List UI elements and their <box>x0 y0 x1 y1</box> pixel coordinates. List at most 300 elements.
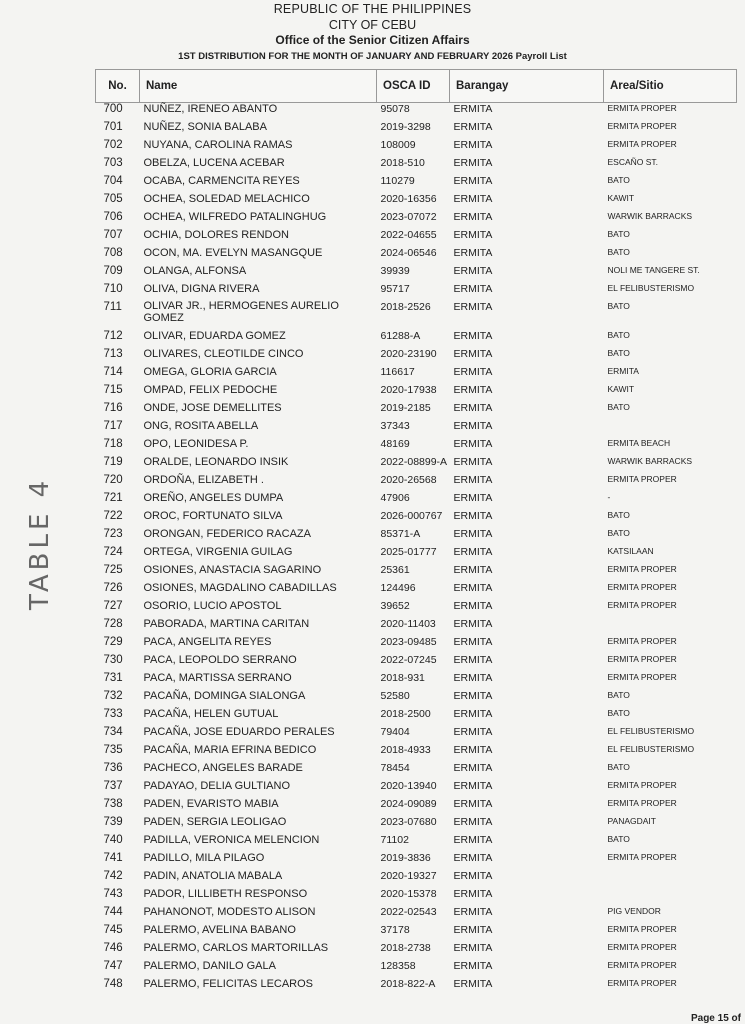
cell-area-sitio: PANAGDAIT <box>607 816 656 826</box>
cell-name: OPO, LEONIDESA P. <box>143 438 249 450</box>
office-heading: Office of the Senior Citizen Affairs <box>275 33 470 47</box>
cell-barangay: ERMITA <box>453 672 493 684</box>
table-row <box>96 265 737 283</box>
table-row <box>96 618 737 636</box>
cell-area-sitio <box>604 420 737 438</box>
cell-name: PALERMO, FELICITAS LECAROS <box>143 978 314 990</box>
cell-osca-id: 95717 <box>380 283 410 295</box>
table-row <box>96 546 737 564</box>
cell-barangay: ERMITA <box>453 780 493 792</box>
cell-name: OLIVAR, EDUARDA GOMEZ <box>143 330 286 342</box>
cell-area-sitio: WARWIK BARRACKS <box>607 456 693 466</box>
cell-name: PADIN, ANATOLIA MABALA <box>143 870 283 882</box>
table-row <box>96 726 737 744</box>
cell-no: 733 <box>103 708 123 720</box>
cell-name: NUYANA, CAROLINA RAMAS <box>143 139 293 151</box>
cell-barangay: ERMITA <box>453 924 493 936</box>
cell-osca-id: 39652 <box>380 600 410 612</box>
cell-barangay: ERMITA <box>453 283 493 295</box>
cell-barangay: ERMITA <box>453 618 493 630</box>
table-body <box>96 103 737 997</box>
cell-area-sitio <box>604 870 737 888</box>
cell-area-sitio: BATO <box>607 330 630 340</box>
cell-barangay: ERMITA <box>453 888 493 900</box>
cell-no: 738 <box>103 798 123 810</box>
cell-name: PALERMO, DANILO GALA <box>143 960 276 972</box>
cell-area-sitio: ESCAÑO ST. <box>607 157 659 167</box>
table-row <box>96 121 737 139</box>
cell-barangay: ERMITA <box>453 456 493 468</box>
cell-area-sitio: EL FELIBUSTERISMO <box>607 283 695 293</box>
cell-area-sitio: ERMITA PROPER <box>607 978 677 988</box>
cell-barangay: ERMITA <box>453 870 493 882</box>
cell-barangay: ERMITA <box>453 492 493 504</box>
cell-no: 706 <box>103 211 123 223</box>
table-row <box>96 157 737 175</box>
cell-name: OSIONES, ANASTACIA SAGARINO <box>143 564 322 576</box>
cell-area-sitio: BATO <box>607 301 630 311</box>
col-header-area-sitio: Area/Sitio <box>604 70 737 103</box>
cell-osca-id: 2020-19327 <box>380 870 437 882</box>
table-row <box>96 175 737 193</box>
cell-name: OCABA, CARMENCITA REYES <box>143 175 300 187</box>
table-row <box>96 978 737 996</box>
table-row <box>96 708 737 726</box>
cell-osca-id: 110279 <box>380 175 415 187</box>
table-row <box>96 456 737 474</box>
cell-name: PALERMO, CARLOS MARTORILLAS <box>143 942 329 954</box>
payroll-table-container <box>95 69 736 996</box>
cell-osca-id: 37178 <box>380 924 410 936</box>
cell-no: 714 <box>103 366 123 378</box>
cell-osca-id: 61288-A <box>380 330 421 342</box>
table-row <box>96 798 737 816</box>
cell-name: OLIVA, DIGNA RIVERA <box>143 283 260 295</box>
cell-name: OCHEA, SOLEDAD MELACHICO <box>143 193 310 205</box>
cell-osca-id: 2023-09485 <box>380 636 437 648</box>
cell-name: OROC, FORTUNATO SILVA <box>143 510 283 522</box>
cell-area-sitio: ERMITA PROPER <box>607 582 677 592</box>
cell-barangay: ERMITA <box>453 229 493 241</box>
cell-area-sitio: BATO <box>607 762 630 772</box>
cell-barangay: ERMITA <box>453 175 493 187</box>
table-row <box>96 139 737 157</box>
cell-osca-id: 2020-13940 <box>380 780 437 792</box>
cell-barangay: ERMITA <box>453 384 493 396</box>
cell-name: PACAÑA, JOSE EDUARDO PERALES <box>143 726 335 738</box>
cell-barangay: ERMITA <box>453 438 493 450</box>
table-row <box>96 420 737 438</box>
cell-no: 717 <box>103 420 123 432</box>
cell-osca-id: 2018-4933 <box>380 744 431 756</box>
payroll-list-title: 1ST DISTRIBUTION FOR THE MONTH OF JANUARY AND FEBRUARY 2026 Payroll List <box>178 50 567 62</box>
table-row <box>96 600 737 618</box>
cell-name: PACHECO, ANGELES BARADE <box>143 762 303 774</box>
cell-barangay: ERMITA <box>453 510 493 522</box>
cell-name: PADEN, SERGIA LEOLIGAO <box>143 816 287 828</box>
cell-barangay: ERMITA <box>453 852 493 864</box>
cell-no: 723 <box>103 528 123 540</box>
table-row <box>96 283 737 301</box>
cell-name: PACA, LEOPOLDO SERRANO <box>143 654 297 666</box>
cell-osca-id: 2022-02543 <box>380 906 437 918</box>
cell-name: ORONGAN, FEDERICO RACAZA <box>143 528 311 540</box>
cell-no: 715 <box>103 384 123 396</box>
cell-no: 742 <box>103 870 123 882</box>
cell-barangay: ERMITA <box>453 265 493 277</box>
cell-barangay: ERMITA <box>453 942 493 954</box>
table-row <box>96 672 737 690</box>
cell-area-sitio: ERMITA PROPER <box>607 960 677 970</box>
cell-no: 716 <box>103 402 123 414</box>
cell-barangay: ERMITA <box>453 582 493 594</box>
cell-area-sitio: ERMITA PROPER <box>607 564 677 574</box>
cell-barangay: ERMITA <box>453 744 493 756</box>
table-row <box>96 942 737 960</box>
cell-osca-id: 2022-08899-A <box>380 456 448 468</box>
cell-barangay: ERMITA <box>453 636 493 648</box>
cell-no: 745 <box>103 924 123 936</box>
cell-barangay: ERMITA <box>453 193 493 205</box>
cell-no: 739 <box>103 816 123 828</box>
col-header-no: No. <box>96 70 140 103</box>
cell-area-sitio: BATO <box>607 510 630 520</box>
cell-area-sitio: ERMITA PROPER <box>607 139 677 149</box>
cell-name: OCON, MA. EVELYN MASANGQUE <box>143 247 323 259</box>
table-row <box>96 193 737 211</box>
cell-name: PADAYAO, DELIA GULTIANO <box>143 780 291 792</box>
cell-no: 728 <box>103 618 123 630</box>
cell-barangay: ERMITA <box>453 157 493 169</box>
cell-area-sitio: WARWIK BARRACKS <box>607 211 693 221</box>
cell-barangay: ERMITA <box>453 402 493 414</box>
cell-area-sitio: BATO <box>607 834 630 844</box>
cell-area-sitio: BATO <box>607 229 630 239</box>
cell-osca-id: 52580 <box>380 690 410 702</box>
cell-osca-id: 2018-2500 <box>380 708 431 720</box>
cell-no: 705 <box>103 193 123 205</box>
cell-area-sitio: KATSILAAN <box>607 546 654 556</box>
cell-no: 725 <box>103 564 123 576</box>
payroll-table <box>95 69 737 996</box>
cell-name: OSORIO, LUCIO APOSTOL <box>143 600 282 612</box>
cell-no: 743 <box>103 888 123 900</box>
cell-name: PACAÑA, DOMINGA SIALONGA <box>143 690 306 702</box>
cell-osca-id: 78454 <box>380 762 410 774</box>
cell-osca-id: 108009 <box>380 139 416 151</box>
cell-osca-id: 2020-26568 <box>380 474 437 486</box>
cell-no: 734 <box>103 726 123 738</box>
cell-name: OCHEA, WILFREDO PATALINGHUG <box>143 211 327 223</box>
cell-area-sitio: BATO <box>607 708 630 718</box>
cell-osca-id: 85371-A <box>380 528 421 540</box>
cell-no: 720 <box>103 474 123 486</box>
cell-area-sitio: ERMITA PROPER <box>607 103 677 113</box>
cell-osca-id: 128358 <box>380 960 416 972</box>
cell-barangay: ERMITA <box>453 546 493 558</box>
table-row <box>96 654 737 672</box>
cell-name: ORDOÑA, ELIZABETH . <box>143 474 264 486</box>
cell-osca-id: 2024-09089 <box>380 798 437 810</box>
table-row <box>96 330 737 348</box>
cell-no: 747 <box>103 960 123 972</box>
table-row <box>96 229 737 247</box>
cell-name: PALERMO, AVELINA BABANO <box>143 924 296 936</box>
table-row <box>96 492 737 510</box>
cell-area-sitio: KAWIT <box>607 384 635 394</box>
cell-area-sitio: NOLI ME TANGERE ST. <box>607 265 700 275</box>
cell-osca-id: 47906 <box>380 492 410 504</box>
cell-osca-id: 2019-3836 <box>380 852 431 864</box>
cell-osca-id: 2018-822-A <box>380 978 436 990</box>
cell-area-sitio: ERMITA PROPER <box>607 654 677 664</box>
cell-osca-id: 95078 <box>380 103 410 115</box>
table-row <box>96 762 737 780</box>
cell-barangay: ERMITA <box>453 139 493 151</box>
table-row <box>96 960 737 978</box>
cell-area-sitio: ERMITA <box>607 366 639 376</box>
table-row <box>96 402 737 420</box>
cell-no: 718 <box>103 438 123 450</box>
cell-barangay: ERMITA <box>453 906 493 918</box>
cell-osca-id: 2023-07680 <box>380 816 437 828</box>
cell-area-sitio <box>604 618 737 636</box>
cell-area-sitio: ERMITA PROPER <box>607 636 677 646</box>
handwritten-table-note: TABLE 4 <box>25 476 55 610</box>
cell-osca-id: 2020-11403 <box>380 618 436 630</box>
cell-barangay: ERMITA <box>453 103 493 115</box>
table-row <box>96 510 737 528</box>
cell-name: OLIVAR JR., HERMOGENES AURELIO GOMEZ <box>143 300 339 324</box>
cell-no: 702 <box>103 139 123 151</box>
cell-osca-id: 71102 <box>380 834 409 846</box>
cell-osca-id: 2025-01777 <box>380 546 437 558</box>
table-row <box>96 211 737 229</box>
table-row <box>96 924 737 942</box>
cell-area-sitio: ERMITA PROPER <box>607 942 677 952</box>
cell-name: OMEGA, GLORIA GARCIA <box>143 366 277 378</box>
cell-name: NUÑEZ, IRENEO ABANTO <box>143 103 278 115</box>
cell-barangay: ERMITA <box>453 834 493 846</box>
table-row <box>96 474 737 492</box>
cell-barangay: ERMITA <box>453 960 493 972</box>
cell-name: PACA, MARTISSA SERRANO <box>143 672 292 684</box>
cell-area-sitio: ERMITA PROPER <box>607 798 677 808</box>
cell-no: 724 <box>103 546 123 558</box>
document-header <box>0 2 745 64</box>
cell-name: OSIONES, MAGDALINO CABADILLAS <box>143 582 337 594</box>
cell-no: 704 <box>103 175 123 187</box>
table-row <box>96 636 737 654</box>
cell-barangay: ERMITA <box>453 474 493 486</box>
cell-barangay: ERMITA <box>453 708 493 720</box>
cell-area-sitio: ERMITA PROPER <box>607 600 677 610</box>
cell-osca-id: 2018-510 <box>380 157 425 169</box>
cell-area-sitio: ERMITA PROPER <box>607 121 677 131</box>
cell-area-sitio: EL FELIBUSTERISMO <box>607 726 695 736</box>
table-row <box>96 870 737 888</box>
cell-osca-id: 2019-2185 <box>380 402 431 414</box>
cell-no: 737 <box>103 780 123 792</box>
cell-no: 730 <box>103 654 123 666</box>
cell-osca-id: 2020-17938 <box>380 384 437 396</box>
cell-area-sitio: KAWIT <box>607 193 635 203</box>
cell-name: PACAÑA, MARIA EFRINA BEDICO <box>143 744 317 756</box>
cell-barangay: ERMITA <box>453 798 493 810</box>
cell-no: 736 <box>103 762 123 774</box>
cell-area-sitio: BATO <box>607 690 630 700</box>
cell-name: PADEN, EVARISTO MABIA <box>143 798 279 810</box>
cell-no: 710 <box>103 283 123 295</box>
col-header-barangay: Barangay <box>450 70 604 103</box>
cell-barangay: ERMITA <box>453 816 493 828</box>
cell-no: 744 <box>103 906 123 918</box>
cell-name: OCHIA, DOLORES RENDON <box>143 229 289 241</box>
cell-osca-id: 2019-3298 <box>380 121 431 133</box>
cell-area-sitio: ERMITA PROPER <box>607 924 677 934</box>
cell-osca-id: 124496 <box>380 582 416 594</box>
cell-barangay: ERMITA <box>453 211 493 223</box>
table-row <box>96 816 737 834</box>
cell-no: 713 <box>103 348 123 360</box>
cell-name: PACA, ANGELITA REYES <box>143 636 272 648</box>
table-row <box>96 438 737 456</box>
cell-name: OLIVARES, CLEOTILDE CINCO <box>143 348 304 360</box>
cell-area-sitio: ERMITA PROPER <box>607 780 677 790</box>
cell-area-sitio: ERMITA PROPER <box>607 474 677 484</box>
table-row <box>96 301 737 330</box>
cell-area-sitio: ERMITA BEACH <box>607 438 671 448</box>
table-header-row <box>96 70 737 103</box>
cell-osca-id: 2023-07072 <box>380 211 437 223</box>
cell-name: PADILLO, MILA PILAGO <box>143 852 265 864</box>
cell-osca-id: 2024-06546 <box>380 247 437 259</box>
cell-barangay: ERMITA <box>453 348 493 360</box>
table-row <box>96 384 737 402</box>
cell-name: NUÑEZ, SONIA BALABA <box>143 121 267 133</box>
cell-barangay: ERMITA <box>453 330 493 342</box>
cell-osca-id: 25361 <box>380 564 410 576</box>
table-row <box>96 780 737 798</box>
cell-area-sitio: EL FELIBUSTERISMO <box>607 744 695 754</box>
cell-barangay: ERMITA <box>453 600 493 612</box>
cell-barangay: ERMITA <box>453 654 493 666</box>
cell-name: ORALDE, LEONARDO INSIK <box>143 456 289 468</box>
cell-osca-id: 2026-000767 <box>380 510 443 522</box>
table-row <box>96 366 737 384</box>
cell-no: 700 <box>103 103 123 115</box>
cell-barangay: ERMITA <box>453 420 493 432</box>
cell-no: 740 <box>103 834 123 846</box>
cell-osca-id: 48169 <box>380 438 410 450</box>
cell-name: PADILLA, VERONICA MELENCION <box>143 834 320 846</box>
cell-barangay: ERMITA <box>453 726 493 738</box>
cell-no: 709 <box>103 265 123 277</box>
table-row <box>96 690 737 708</box>
cell-no: 731 <box>103 672 123 684</box>
cell-no: 719 <box>103 456 123 468</box>
cell-no: 707 <box>103 229 123 241</box>
cell-no: 708 <box>103 247 123 259</box>
cell-no: 741 <box>103 852 123 864</box>
cell-osca-id: 79404 <box>380 726 410 738</box>
cell-barangay: ERMITA <box>453 762 493 774</box>
page-number: Page 15 of <box>690 1013 741 1024</box>
cell-no: 712 <box>103 330 123 342</box>
cell-no: 711 <box>103 301 122 313</box>
cell-no: 721 <box>103 492 123 504</box>
cell-area-sitio: PIG VENDOR <box>607 906 661 916</box>
cell-name: OBELZA, LUCENA ACEBAR <box>143 157 285 169</box>
cell-name: PADOR, LILLIBETH RESPONSO <box>143 888 308 900</box>
cell-area-sitio: BATO <box>607 247 630 257</box>
table-row <box>96 834 737 852</box>
cell-name: PACAÑA, HELEN GUTUAL <box>143 708 279 720</box>
cell-area-sitio: - <box>607 492 611 502</box>
cell-name: OREÑO, ANGELES DUMPA <box>143 492 284 504</box>
cell-name: OMPAD, FELIX PEDOCHE <box>143 384 278 396</box>
cell-barangay: ERMITA <box>453 121 493 133</box>
cell-area-sitio: BATO <box>607 528 630 538</box>
cell-barangay: ERMITA <box>453 366 493 378</box>
table-row <box>96 247 737 265</box>
cell-osca-id: 2018-931 <box>380 672 425 684</box>
cell-no: 703 <box>103 157 123 169</box>
cell-osca-id: 2022-04655 <box>380 229 437 241</box>
col-header-osca-id: OSCA ID <box>377 70 450 103</box>
cell-area-sitio: ERMITA PROPER <box>607 852 677 862</box>
cell-no: 746 <box>103 942 123 954</box>
cell-barangay: ERMITA <box>453 301 493 313</box>
cell-name: ONDE, JOSE DEMELLITES <box>143 402 282 414</box>
cell-osca-id: 116617 <box>380 366 415 378</box>
cell-name: PABORADA, MARTINA CARITAN <box>143 618 310 630</box>
city-heading: CITY OF CEBU <box>328 17 417 32</box>
cell-osca-id: 2022-07245 <box>380 654 437 666</box>
cell-area-sitio: BATO <box>607 402 630 412</box>
cell-barangay: ERMITA <box>453 690 493 702</box>
cell-barangay: ERMITA <box>453 247 493 259</box>
cell-area-sitio <box>604 888 737 906</box>
cell-osca-id: 37343 <box>380 420 410 432</box>
cell-osca-id: 39939 <box>380 265 410 277</box>
cell-area-sitio: BATO <box>607 175 630 185</box>
cell-no: 735 <box>103 744 123 756</box>
cell-no: 748 <box>103 978 123 990</box>
cell-name: ORTEGA, VIRGENIA GUILAG <box>143 546 293 558</box>
cell-osca-id: 2020-23190 <box>380 348 437 360</box>
cell-osca-id: 2018-2526 <box>380 301 431 313</box>
cell-barangay: ERMITA <box>453 978 493 990</box>
cell-no: 722 <box>103 510 123 522</box>
table-row <box>96 103 737 122</box>
cell-name: PAHANONOT, MODESTO ALISON <box>143 906 316 918</box>
cell-barangay: ERMITA <box>453 528 493 540</box>
table-row <box>96 744 737 762</box>
table-row <box>96 582 737 600</box>
cell-no: 729 <box>103 636 123 648</box>
table-row <box>96 564 737 582</box>
col-header-name: Name <box>140 70 377 103</box>
table-row <box>96 888 737 906</box>
cell-osca-id: 2020-15378 <box>380 888 437 900</box>
cell-osca-id: 2018-2738 <box>380 942 431 954</box>
cell-no: 701 <box>103 121 123 133</box>
cell-osca-id: 2020-16356 <box>380 193 437 205</box>
table-row <box>96 852 737 870</box>
table-row <box>96 528 737 546</box>
table-row <box>96 348 737 366</box>
